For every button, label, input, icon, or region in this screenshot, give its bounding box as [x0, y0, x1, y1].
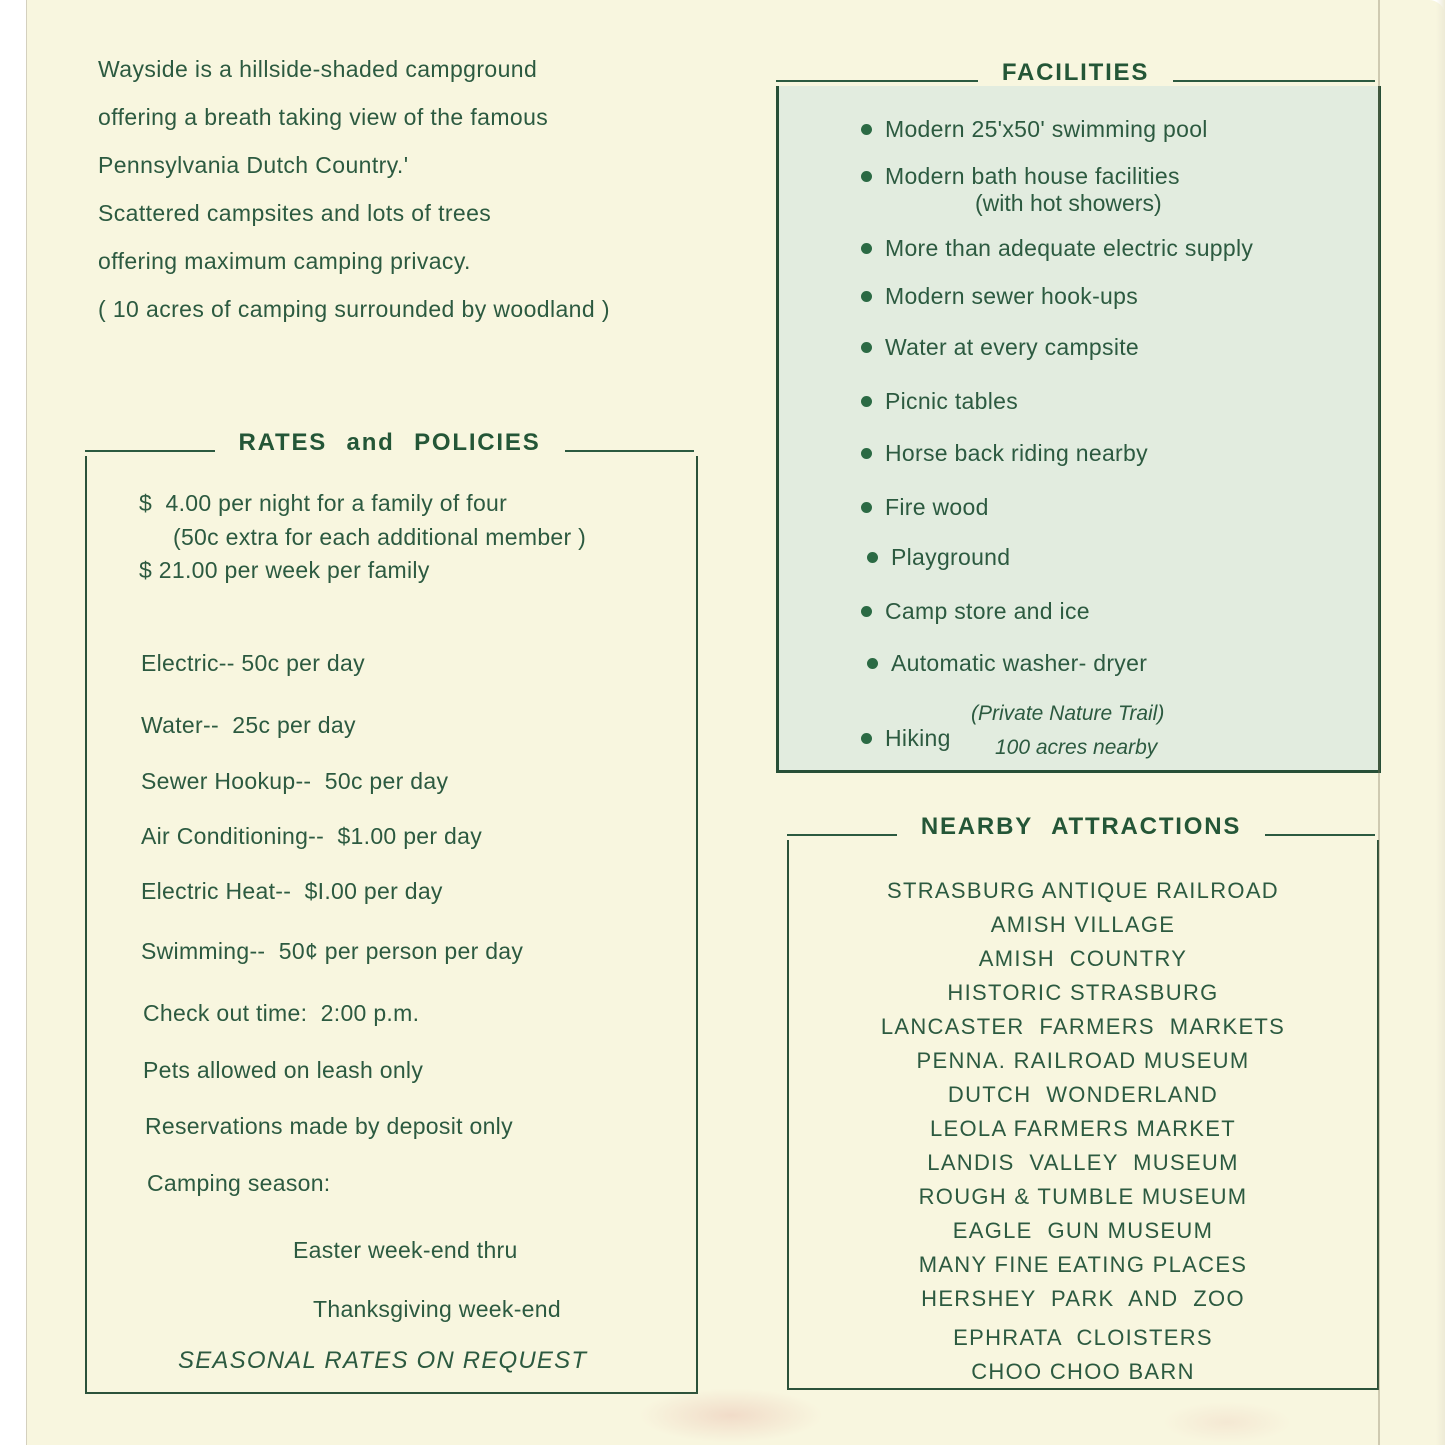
attractions-title-text: NEARBY ATTRACTIONS — [920, 813, 1242, 840]
attractions-section-title — [787, 814, 1375, 840]
rate-line: Electric-- 50c per day — [141, 650, 365, 676]
print-smudge — [1157, 1400, 1297, 1445]
rule-line — [1173, 80, 1375, 82]
facilities-section-title — [776, 60, 1375, 86]
attraction-item: HERSHEY PARK AND ZOO — [921, 1286, 1245, 1311]
bullet-icon — [861, 342, 872, 353]
attraction-item: EAGLE GUN MUSEUM — [952, 1218, 1214, 1243]
facility-item: Picnic tables — [861, 388, 1018, 415]
bullet-icon — [861, 733, 872, 744]
rate-line: (50c extra for each additional member ) — [173, 524, 587, 550]
rate-line: Water-- 25c per day — [141, 712, 356, 738]
bullet-icon — [861, 243, 872, 254]
attraction-item: AMISH VILLAGE — [990, 912, 1176, 937]
season-line: Thanksgiving week-end — [313, 1296, 561, 1322]
bullet-icon — [861, 396, 872, 407]
policy-line: Pets allowed on leash only — [143, 1057, 424, 1083]
attraction-item: DUTCH WONDERLAND — [947, 1082, 1219, 1107]
facility-item: Modern sewer hook-ups — [861, 283, 1138, 310]
facility-item: Modern 25'x50' swimming pool — [861, 116, 1208, 143]
attraction-item: EPHRATA CLOISTERS — [953, 1325, 1213, 1350]
policy-line: Reservations made by deposit only — [145, 1113, 513, 1139]
page-fold-crease — [1378, 0, 1380, 1445]
rate-line: Air Conditioning-- $1.00 per day — [141, 823, 483, 849]
rate-line: Sewer Hookup-- 50c per day — [141, 768, 449, 794]
rule-line — [565, 450, 695, 452]
attractions-box — [787, 840, 1379, 1390]
bullet-icon — [861, 291, 872, 302]
facilities-box — [776, 86, 1381, 773]
facility-item: Fire wood — [861, 494, 989, 521]
page-right-edge — [1436, 0, 1445, 1445]
facility-item: Water at every campsite — [861, 334, 1139, 361]
rate-line: Swimming-- 50¢ per person per day — [141, 938, 524, 964]
hiking-note: 100 acres nearby — [995, 736, 1158, 759]
attraction-item: MANY FINE EATING PLACES — [918, 1252, 1248, 1277]
facility-item: Hiking — [861, 725, 951, 752]
bullet-icon — [861, 124, 872, 135]
seasonal-rates-note: SEASONAL RATES ON REQUEST — [178, 1347, 588, 1374]
season-line: Easter week-end thru — [293, 1237, 518, 1263]
facility-item: Horse back riding nearby — [861, 440, 1148, 467]
attraction-item: PENNA. RAILROAD MUSEUM — [916, 1048, 1250, 1073]
rates-box — [85, 456, 698, 1394]
attraction-item: LEOLA FARMERS MARKET — [930, 1116, 1236, 1141]
rate-line: $ 4.00 per night for a family of four — [139, 490, 508, 516]
brochure-page — [26, 0, 1445, 1445]
attraction-item: HISTORIC STRASBURG — [947, 980, 1219, 1005]
facility-item: Modern bath house facilities — [861, 163, 1180, 190]
facility-item: Playground — [867, 544, 1010, 571]
facility-item-sub: (with hot showers) — [975, 190, 1162, 216]
attraction-item: LANDIS VALLEY MUSEUM — [927, 1150, 1239, 1175]
intro-paragraph — [98, 56, 610, 344]
rate-line: $ 21.00 per week per family — [139, 557, 430, 583]
intro-line: Wayside is a hillside-shaded campground — [98, 56, 538, 82]
bullet-icon — [861, 171, 872, 182]
facility-item: Camp store and ice — [861, 598, 1090, 625]
intro-line: offering maximum camping privacy. — [98, 248, 471, 274]
facilities-title-text: FACILITIES — [1001, 59, 1150, 86]
rule-line — [787, 834, 897, 836]
rate-line: Electric Heat-- $I.00 per day — [141, 878, 443, 904]
bullet-icon — [861, 448, 872, 459]
bullet-icon — [861, 502, 872, 513]
policy-line: Check out time: 2:00 p.m. — [143, 1000, 420, 1026]
intro-line: Pennsylvania Dutch Country.' — [98, 152, 409, 178]
hiking-note: (Private Nature Trail) — [971, 702, 1165, 725]
rule-line — [1265, 834, 1375, 836]
attraction-item: ROUGH & TUMBLE MUSEUM — [918, 1184, 1248, 1209]
rates-section-title — [85, 430, 694, 456]
attractions-list — [789, 878, 1377, 1393]
facility-item: More than adequate electric supply — [861, 235, 1253, 262]
attraction-item: CHOO CHOO BARN — [971, 1359, 1195, 1384]
policy-line: Camping season: — [147, 1170, 331, 1196]
rule-line — [85, 450, 215, 452]
bullet-icon — [867, 552, 878, 563]
rates-title-text: RATES and POLICIES — [238, 429, 541, 456]
bullet-icon — [861, 606, 872, 617]
attraction-item: STRASBURG ANTIQUE RAILROAD — [887, 878, 1279, 903]
print-smudge — [631, 1386, 831, 1445]
rule-line — [776, 80, 978, 82]
attraction-item: AMISH COUNTRY — [978, 946, 1188, 971]
facility-item: Automatic washer- dryer — [867, 650, 1147, 677]
intro-line: offering a breath taking view of the famous — [98, 104, 549, 130]
intro-line: Scattered campsites and lots of trees — [98, 200, 492, 226]
bullet-icon — [867, 658, 878, 669]
intro-line: ( 10 acres of camping surrounded by woodland ) — [98, 296, 610, 322]
attraction-item: LANCASTER FARMERS MARKETS — [880, 1014, 1286, 1039]
